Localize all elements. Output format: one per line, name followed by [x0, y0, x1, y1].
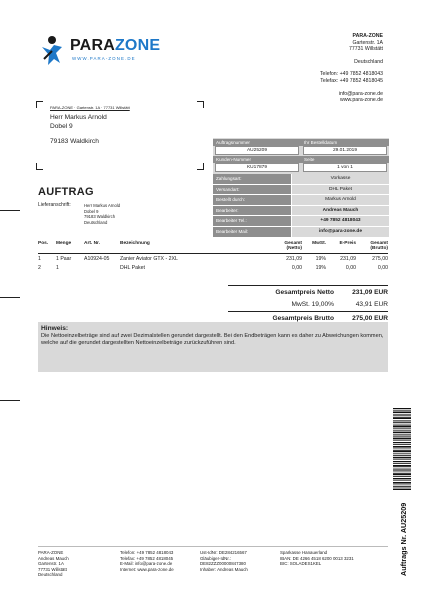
info-row — [213, 195, 389, 206]
footer-line: IBAN: DE 4266 4518 6200 0013 3231 — [280, 555, 354, 561]
footer-line: Gläubiger-IdNr.: — [200, 555, 231, 561]
cell-total-gross: 275,00 — [372, 256, 388, 263]
cell-desc: DHL Paket — [120, 265, 145, 271]
delivery-line: Dobel 9 — [84, 208, 99, 214]
info-row-label: Bearbeiter Mail: — [213, 227, 291, 238]
company-name: PARA-ZONE — [352, 33, 383, 39]
company-phone: Telefon: +49 7852 4818043 — [319, 71, 383, 78]
totals-vat-row — [228, 298, 388, 311]
footer-line: 77731 Willstätt — [38, 566, 67, 572]
footer-col-bank — [280, 550, 388, 578]
footer-line: DE82ZZZ00000847380 — [200, 561, 246, 567]
company-country: Deutschland — [354, 58, 383, 65]
page-value: 1 von 1 — [303, 163, 387, 172]
cell-qty: 1 Paar — [56, 256, 72, 263]
col-total-net: Gesamt (Netto) — [268, 241, 302, 254]
footer-col-tax — [200, 550, 280, 578]
footer-line: E-Mail: info@para-zone.de — [120, 561, 173, 567]
col-unit-price: E-Preis — [326, 241, 356, 254]
info-row — [213, 206, 389, 217]
brand-name-part1: PARA — [70, 37, 115, 54]
window-corner-tl — [36, 101, 43, 108]
footer-line: Gartenstr. 1A — [38, 561, 64, 567]
footer-line: Ust-IdNr: DE284216567 — [200, 550, 247, 555]
footer-line: Andreas Mauch — [38, 555, 69, 561]
totals-gross-label: Gesamtpreis Brutto — [272, 315, 334, 322]
info-row-value: +49 7852 4818043 — [291, 216, 389, 227]
delivery-address — [84, 203, 120, 225]
company-web: www.para-zone.de — [340, 97, 383, 104]
sender-line: PARA-ZONE · Gartenstr. 1A · 77731 Willstätt — [50, 105, 130, 110]
info-row-value: Markus Arnold — [291, 195, 389, 206]
totals-net-value: 231,09 EUR — [352, 289, 388, 296]
delivery-line: Deutschland — [84, 219, 108, 225]
info-row-label: Bearbeiter: — [213, 206, 291, 217]
order-info-table — [213, 138, 389, 238]
company-address-block — [320, 33, 383, 104]
company-fax: Telefax: +49 7852 4818045 — [320, 77, 383, 84]
footer-line: Telefon: +49 7852 4818043 — [120, 550, 174, 555]
cell-art — [84, 263, 120, 272]
col-art: Art. Nr. — [84, 241, 120, 254]
barcode-label — [392, 496, 412, 578]
order-no-label: Auftragsnummer — [213, 139, 301, 146]
table-row — [38, 263, 388, 272]
totals-net-label: Gesamtpreis Netto — [275, 289, 334, 296]
recipient-address — [50, 114, 107, 147]
order-date-label: Ihr Bestelldatum — [301, 139, 389, 146]
company-city: 77731 Willstätt — [348, 46, 383, 53]
cell-total-gross: 0,00 — [377, 265, 388, 271]
recipient-name: Herr Markus Arnold — [50, 114, 107, 121]
fold-mark-top — [0, 210, 20, 211]
info-row-label: Versandart: — [213, 185, 291, 196]
col-pos: Pos. — [38, 241, 56, 254]
cell-desc: Zanier Aviator GTX - 2XL — [120, 256, 178, 263]
info-row-value: info@para-zone.de — [291, 227, 389, 238]
col-qty: Menge — [56, 241, 84, 254]
items-table — [38, 241, 388, 272]
window-corner-br — [197, 163, 204, 170]
totals-gross-value: 275,00 EUR — [352, 315, 388, 322]
order-no-value: AU25209 — [215, 146, 299, 155]
hint-text: Die Nettoeinzelbeträge sind auf zwei Dezimalstellen gerundet dargestellt. Bei den Endbeträgen kann es daher zu Abweichungen kommen, welche auf die gerundet dargestellten Nettoeinzelbeträge zurückzuführen sind. — [41, 333, 384, 347]
table-row — [38, 254, 388, 263]
punch-mark — [0, 297, 20, 298]
cell-vat: 19% — [315, 256, 326, 263]
brand-tagline: WWW.PARA-ZONE.DE — [72, 56, 136, 61]
cell-qty: 1 — [56, 265, 59, 271]
cell-unit-price: 231,09 — [340, 256, 356, 263]
recipient-street: Dobel 9 — [50, 122, 73, 130]
col-desc: Bezeichnung — [120, 241, 268, 254]
info-row-label: Bearbeiter Tel.: — [213, 216, 291, 227]
window-corner-tr — [197, 101, 204, 108]
company-street: Gartenstr. 1A — [352, 39, 383, 46]
footer-line: Deutschland — [38, 572, 63, 578]
cell-vat: 19% — [315, 265, 326, 271]
footer-col-company — [38, 550, 120, 578]
company-email: info@para-zone.de — [338, 90, 383, 97]
footer-line: Internet: www.para-zone.de — [120, 566, 174, 572]
info-row — [213, 185, 389, 196]
info-row-value: DHL Paket — [291, 185, 389, 196]
brand-name-part2: ZONE — [114, 37, 161, 54]
totals-block — [228, 285, 388, 324]
delivery-label: Lieferanschrift: — [38, 202, 71, 208]
order-date-value: 29.01.2019 — [303, 146, 387, 155]
barcode-icon — [393, 408, 411, 490]
hint-title: Hinweis: — [41, 325, 69, 332]
cell-pos: 2 — [38, 265, 41, 271]
cell-pos: 1 — [38, 256, 41, 263]
cell-total-net: 0,00 — [291, 265, 302, 271]
customer-no-label: Kunden-Nummer — [213, 156, 301, 163]
footer-line: Inhaber: Andreas Mauch — [200, 566, 248, 572]
cell-total-net: 231,09 — [286, 256, 302, 263]
cell-unit-price: 0,00 — [345, 265, 356, 271]
info-row-label: Zahlungsart: — [213, 174, 291, 185]
totals-net-row — [228, 285, 388, 298]
info-row — [213, 174, 389, 185]
footer-line: Sparkasse Hanauerland — [280, 550, 328, 555]
delivery-line: 79183 Waldkirch — [84, 214, 116, 220]
delivery-line: Herr Markus Arnold — [84, 203, 121, 208]
footer-line: PARA-ZONE — [38, 550, 64, 555]
totals-vat-label: MwSt. 19,00% — [291, 301, 334, 308]
fold-mark-bottom — [0, 400, 20, 401]
info-row-label: Bestellt durch: — [213, 195, 291, 206]
info-row-value: Andreas Mauch — [291, 206, 389, 217]
info-row — [213, 227, 389, 238]
customer-no-value: KU17879 — [215, 163, 299, 172]
footer-line: BIC: SOLADES1KEL — [280, 561, 322, 567]
col-total-gross: Gesamt (Brutto) — [356, 241, 388, 254]
totals-vat-value: 43,91 EUR — [355, 301, 388, 308]
brand-wordmark — [70, 37, 160, 55]
info-row-value: Vorkasse — [291, 174, 389, 185]
window-corner-bl — [36, 163, 43, 170]
cell-art: A10924-05 — [84, 256, 110, 263]
info-row — [213, 216, 389, 227]
document-title: AUFTRAG — [38, 186, 94, 198]
hint-box — [38, 322, 388, 372]
footer-line: Telefax: +49 7852 4818045 — [120, 555, 174, 561]
col-vat: MwSt. — [302, 241, 326, 254]
page-label: Seite — [301, 156, 389, 163]
barcode-label-text: Auftrags Nr. AU25209 — [399, 502, 408, 576]
recipient-city: 79183 Waldkirch — [50, 138, 99, 146]
footer-col-contact — [120, 550, 200, 578]
items-header-row — [38, 241, 388, 254]
footer — [38, 546, 388, 578]
